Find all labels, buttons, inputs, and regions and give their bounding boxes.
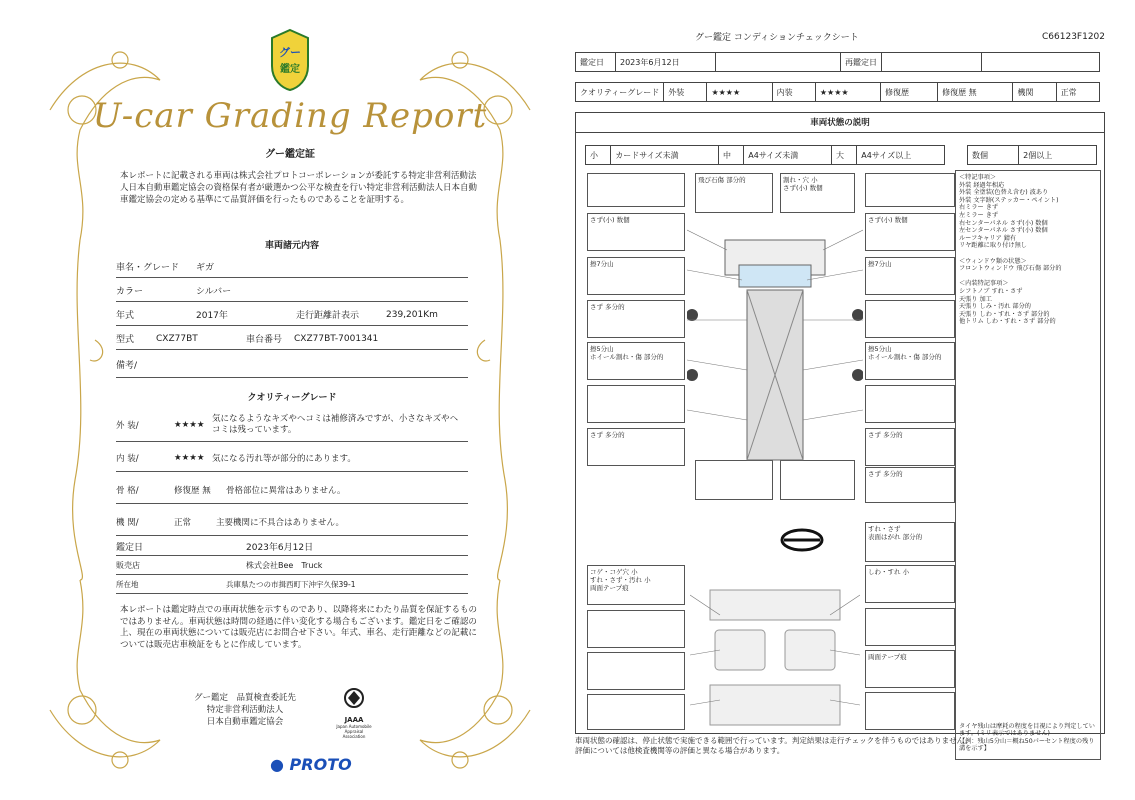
quality-row-engine [116,508,468,536]
grade-exterior-value: ★★★★ [707,83,772,102]
specs-title: 車両諸元内容 [264,241,319,251]
size-large-desc: A4サイズ以上 [857,146,945,165]
spec-mileage-value: 239,201Km [386,309,438,320]
sheet-reinspect-value [882,53,982,72]
grade-engine-label: 機関 [1013,83,1056,102]
disclaimer-line-1: 車両状態の確認は、停止状態で実施できる範囲で行っています。判定結果は走行チェックを伴うものではありません。 [575,736,973,745]
spec-row-color [116,280,468,302]
cell-left-4: 擦5分山 ホイール割れ・傷 部分的 [587,342,685,380]
association-line-1: グー鑑定 品質検査委託先 [193,693,296,703]
cell-right-7: さず 多分的 [865,467,955,503]
spec-row-model [116,328,468,350]
dealer-row [116,557,468,575]
disclaimer-line-2: 評価については他検査機関等の評価と異なる場合があります。 [575,746,785,755]
svg-text:鑑定: 鑑定 [280,64,300,75]
steering-wheel-icon [780,528,824,552]
sheet-disclaimer [575,736,972,756]
size-medium-desc: A4サイズ未満 [744,146,832,165]
grade-repair-label: 修復歴 [881,83,938,102]
grade-exterior-label: 外装 [664,83,707,102]
inspect-date-row [116,538,468,556]
grade-engine-value: 正常 [1056,83,1099,102]
inspect-date-value: 2023年6月12日 [246,543,314,553]
quality-row-interior [116,444,468,472]
quality-frame-text: 骨格部位に異常はありません。 [226,485,346,496]
sheet-code: C66123F1202 [1042,32,1105,42]
tire-note: タイヤ残山は摩耗の程度を目視により判定しています。(ミリ表示ではありません) 【例：残山5分山＝概ね50パーセント程度の残り溝を示す】 [959,722,1095,753]
special-notes-text: ＜特記事項＞ 外装 経過年相応 外装 全塗装(色替え含む) 波あり 外装 文字跡(ステッカー・ペイント) 右ミラー きず 左ミラー きず 右センターパネル さず(小) 数個 左センターパネル さず(小) 数個 ルーフキャリア 錆有 リヤ距離に取り付け無し ＜ウィンドウ類の状態＞ フロントウィンドウ 飛び石傷 部分的 ＜内装特記事項＞ シフトノブ すれ・さず 天張り 加工 天張り しみ・汚れ 部分的 天張り しわ・すれ・さず 部分的 他トリム しわ・すれ・さず 部分的 [959,174,1062,326]
proto-logo-text: PROTO [289,755,352,774]
association-block [175,692,315,728]
size-small-desc: カードサイズ未満 [611,146,719,165]
quality-interior-grade: ★★★★ [174,452,205,463]
dealer-value: 株式会社Bee Truck [246,561,323,570]
jaaa-subtext: Japan Automobile Appraisal Association [336,724,372,739]
spec-row-year [116,304,468,326]
quality-engine-text: 主要機関に不具合はありません。 [216,517,345,528]
quality-frame-label: 骨 格/ [116,485,139,496]
association-line-3: 日本自動車鑑定協会 [206,717,284,727]
certificate-subtitle: グー鑑定証 [265,149,315,160]
spec-color-label: カラー [116,287,144,297]
cell-steering-note: すれ・さず 表面はがれ 部分的 [865,522,955,562]
special-notes [955,170,1101,760]
interior-diagram [690,585,860,730]
quality-interior-label: 内 装/ [116,453,139,464]
sheet-title: グー鑑定 コンディションチェックシート [695,33,859,43]
cell-interior-left-2 [587,652,685,690]
svg-text:グー: グー [279,46,301,59]
spec-mileage-label: 走行距離計表示 [296,311,360,321]
grade-interior-label: 内装 [772,83,815,102]
certificate-footer: 本レポートは鑑定時点での車両状態を示すものであり、以降将来にわたり品質を保証するものではありません。車両状態は時間の経過に伴い変化する場合もございます。鑑定日をご確認の上、現在の車両状態については販売店にお問合せ下さい。年式、車名、走行距離などの記載については販売店車検証をもとに作成しています。 [120,605,478,650]
proto-logo [270,755,352,774]
cell-left-6: さず 多分的 [587,428,685,466]
size-large-label: 大 [831,146,856,165]
count-legend [967,145,1097,165]
spec-color-value: シルバー [196,287,232,297]
grade-interior-value: ★★★★ [815,83,880,102]
cell-right-1: さず(小) 数個 [865,213,955,251]
spec-name-value: ギガ [196,263,215,273]
goo-kantei-logo [268,28,312,92]
sheet-date-row [575,52,1100,72]
cell-left-5 [587,385,685,423]
certificate-intro: 本レポートに記載される車両は株式会社プロトコーポレーションが委託する特定非営利活動法人日本自動車鑑定協会の資格保有者が厳選かつ公平な検査を行い特定非営利活動法人日本自動車鑑定協会の定める基準にて品質評価を行ったものであることを証明する。 [120,171,478,205]
sheet-grade-row [575,82,1100,102]
cell-front-left: 飛び石傷 部分的 [695,173,773,213]
cell-front-left-corner [587,173,685,207]
quality-exterior-text: 気になるようなキズやヘコミは補修済みですが、小さなキズやヘコミは残っています。 [212,413,459,435]
cell-left-2: 擦7分山 [587,257,685,295]
truck-diagram [687,210,863,470]
jaaa-text: JAAA [344,716,364,724]
quality-frame-grade: 修復歴 無 [174,485,211,496]
cell-interior-right-3 [865,692,955,730]
cell-right-6: さず 多分的 [865,428,955,466]
report-script-title: U-car Grading Report [92,96,488,136]
address-label: 所在地 [116,580,139,589]
spec-remarks-label: 備考/ [116,361,138,371]
sheet-inspect-date-label: 鑑定日 [576,53,616,72]
quality-row-frame [116,476,468,504]
spec-model-label: 型式 [116,335,135,345]
jaaa-logo [336,688,372,739]
proto-mark-icon: ● [270,755,284,774]
cell-seat-right: しわ・すれ 小 [865,565,955,603]
jaaa-emblem-icon [343,688,365,714]
cell-front-right: 割れ・穴 小 さず(小) 数個 [780,173,855,213]
spec-year-label: 年式 [116,311,135,321]
grading-certificate [40,20,540,790]
spec-year-value: 2017年 [196,311,228,321]
spec-row-remarks [116,352,468,378]
sheet-blank-2 [982,53,1100,72]
address-value: 兵庫県たつの市揖西町下沖宇久保39-1 [226,580,356,589]
size-legend [585,145,945,165]
quality-exterior-label: 外 装/ [116,420,139,431]
cell-left-3: さず 多分的 [587,300,685,338]
cell-right-5 [865,385,955,423]
spec-name-label: 車名・グレード [116,263,180,273]
cell-left-1: さず(小) 数個 [587,213,685,251]
association-line-2: 特定非営利活動法人 [206,705,284,715]
cell-interior-right-1 [865,608,955,646]
quality-engine-label: 機 関/ [116,517,139,528]
spec-chassis-label: 車台番号 [246,335,283,345]
grade-label: クオリティーグレード [576,83,664,102]
quality-row-exterior [116,408,468,442]
size-small-label: 小 [586,146,611,165]
condition-section-title: 車両状態の説明 [576,113,1104,133]
cell-interior-left-1 [587,610,685,648]
dealer-label: 販売店 [116,561,140,570]
count-desc: 2個以上 [1019,146,1097,165]
cell-seat-left: コゲ・コゲ穴 小 すれ・さず・汚れ 小 両面テープ痕 [587,565,685,605]
cell-right-3 [865,300,955,338]
inspect-date-label: 鑑定日 [116,543,144,553]
quality-exterior-grade: ★★★★ [174,419,205,430]
cell-interior-left-3 [587,694,685,730]
cell-interior-right-2: 両面テープ痕 [865,650,955,688]
condition-check-sheet [575,30,1105,760]
sheet-inspect-date-value: 2023年6月12日 [616,53,716,72]
cell-right-2: 擦7分山 [865,257,955,295]
spec-row-name [116,256,468,278]
quality-engine-grade: 正常 [174,517,192,528]
sheet-blank-1 [716,53,841,72]
spec-model-value: CXZ77BT [156,333,198,344]
address-row [116,576,468,594]
cell-front-right-corner [865,173,955,207]
count-label: 数個 [968,146,1019,165]
size-medium-label: 中 [718,146,743,165]
quality-title: クオリティーグレード [247,393,337,403]
sheet-reinspect-label: 再鑑定日 [841,53,882,72]
quality-interior-text: 気になる汚れ等が部分的にあります。 [212,453,356,464]
cell-right-4: 擦5分山 ホイール割れ・傷 部分的 [865,342,955,380]
grade-repair-value: 修復歴 無 [938,83,1013,102]
spec-chassis-value: CXZ77BT-7001341 [294,333,379,344]
